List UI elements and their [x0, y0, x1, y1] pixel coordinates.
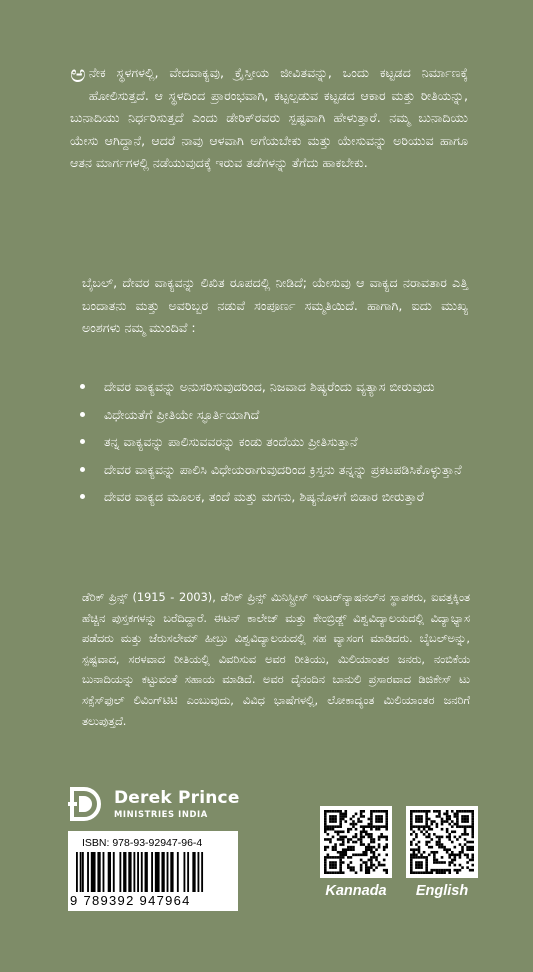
list-item: ದೇವರ ವಾಕ್ಯವನ್ನು ಪಾಲಿಸಿ ವಿಧೇಯರಾಗುವುದರಿಂದ ಕ್ರಿಸ್ತನು ತನ್ನನ್ನು ಪ್ರಕಟಪಡಿಸಿಕೊಳ್ಳುತ್ತಾನೆ [70, 459, 470, 481]
qr-label-kannada: Kannada [325, 883, 387, 899]
list-item: ತನ್ನ ವಾಕ್ಯವನ್ನು ಪಾಲಿಸುವವರನ್ನು ಕಂಡು ತಂದೆಯು ಪ್ರೀತಿಸುತ್ತಾನೆ [70, 431, 470, 453]
key-points-list [70, 376, 470, 514]
intro-paragraph [70, 62, 468, 175]
qr-english-icon [410, 810, 474, 874]
intro-text: ನೇಕ ಸ್ಥಳಗಳಲ್ಲಿ, ವೇದವಾಕ್ಯವು, ಕ್ರೈಸ್ತೀಯ ಜೀವಿತವನ್ನು, ಒಂದು ಕಟ್ಟಡದ ನಿರ್ಮಾಣಕ್ಕೆ ಹೋಲಿಸುತ್ತದೆ. ಆ ಸ್ಥಳದಿಂದ ಪ್ರಾರಂಭವಾಗಿ, ಕಟ್ಟಲ್ಪಡುವ ಕಟ್ಟಡದ ಆಕಾರ ಮತ್ತು ರೀತಿಯನ್ನು, ಬುನಾದಿಯು ನಿರ್ಧರಿಸುತ್ತದೆ ಎಂದು ಡೇರಿಕ್‌ರವರು ಸ್ಪಷ್ಟವಾಗಿ ಹೇಳುತ್ತಾರೆ. ನಮ್ಮ ಬುನಾದಿಯು ಯೇಸು ಆಗಿದ್ದಾನೆ, ಆದರೆ ನಾವು ಆಳವಾಗಿ ಅಗೆಯಬೇಕು ಮತ್ತು ಯೇಸುವನ್ನು ಅರಿಯುವ ಹಾಗೂ ಆತನ ಮಾರ್ಗಗಳಲ್ಲಿ ನಡೆಯುವುದಕ್ಕೆ ಇರುವ ತಡೆಗಳನ್ನು ತೆಗೆದು ಹಾಕಬೇಕು. [70, 65, 468, 171]
isbn-barcode [68, 831, 238, 911]
logo-subtitle: MINISTRIES INDIA [114, 808, 208, 819]
dropcap-letter: ಅ [70, 60, 86, 88]
author-bio: ಡೆರಿಕ್ ಪ್ರಿನ್ಸ್ (1915 - 2003), ಡೆರಿಕ್ ಪ್ರಿನ್ಸ್ ಮಿನಿಸ್ಟ್ರೀಸ್ ಇಂಟರ್‌ನ್ಯಾಷನಲ್‌ನ ಸ್ಥಾಪಕರು, ಐವತ್ತಕ್ಕಿಂತ ಹೆಚ್ಚಿನ ಪುಸ್ತಕಗಳನ್ನು ಬರೆದಿದ್ದಾರೆ. ಈಟನ್ ಕಾಲೇಜ್ ಮತ್ತು ಕೇಂಬ್ರಿಡ್ಜ್ ವಿಶ್ವವಿದ್ಯಾಲಯದಲ್ಲಿ ವಿದ್ಯಾಭ್ಯಾಸ ಪಡೆದರು ಮತ್ತು ಜೆರುಸಲೇಮ್ ಹೀಬ್ರು ವಿಶ್ವವಿದ್ಯಾಲಯದಲ್ಲಿ ಸಹ ವ್ಯಾಸಂಗ ಮಾಡಿದರು. ಬೈಬಲ್‌ಅನ್ನು, ಸ್ಪಷ್ಟವಾದ, ಸರಳವಾದ ರೀತಿಯಲ್ಲಿ ವಿವರಿಸುವ ಅವರ ರೀತಿಯು, ಮಿಲಿಯಾಂತರ ಜನರು, ನಂಬಿಕೆಯ ಬುನಾದಿಯನ್ನು ಕಟ್ಟುವಂತೆ ಸಹಾಯ ಮಾಡಿದೆ. ಅವರ ದೈನಂದಿನ ಬಾನುಲಿ ಪ್ರಸಾರವಾದ ಡಿಜಿಕೇಸ್ ಟು ಸಕ್ಸೆಸ್‌ಫುಲ್ ಲಿವಿಂಗ್‌ಟಿಟಿ ಎಂಬುವುದು, ವಿವಿಧ ಭಾಷೆಗಳಲ್ಲಿ, ಲೋಕಾದ್ಯಂತ ಮಿಲಿಯಾಂತರ ಜನರಿಗೆ ತಲುಪುತ್ತದೆ. [82, 591, 470, 728]
isbn-number: ISBN: 978-93-92947-96-4 [82, 837, 203, 849]
list-item: ವಿಧೇಯತೆಗೆ ಪ್ರೀತಿಯೇ ಸ್ಫೂರ್ತಿಯಾಗಿದೆ [70, 404, 470, 426]
logo-name: Derek Prince [114, 787, 240, 808]
dpm-logo-icon [68, 785, 104, 823]
bible-paragraph: ಬೈಬಲ್, ದೇವರ ವಾಕ್ಯವನ್ನು ಲಿಖಿತ ರೂಪದಲ್ಲಿ ನೀಡಿದೆ; ಯೇಸುವು ಆ ವಾಕ್ಯದ ನರಾವತಾರ ಎತ್ತಿ ಬಂದಾತನು ಮತ್ತು ಅವರಿಬ್ಬರ ನಡುವೆ ಸಂಪೂರ್ಣ ಸಮ್ಮತಿಯಿದೆ. ಹಾಗಾಗಿ, ಐದು ಮುಖ್ಯ ಅಂಶಗಳು ನಮ್ಮ ಮುಂದಿವೆ : [82, 275, 468, 336]
qr-label-english: English [415, 883, 469, 899]
list-item: ದೇವರ ವಾಕ್ಯವನ್ನು ಅನುಸರಿಸುವುದರಿಂದ, ನಿಜವಾದ ಶಿಷ್ಯರೆಂದು ವ್ಯತ್ಯಾಸ ಬೀರುವುದು [70, 376, 470, 398]
qr-kannada-icon [324, 810, 388, 874]
qr-code-english[interactable] [406, 806, 478, 878]
publisher-logo [68, 785, 240, 823]
barcode-bars [76, 852, 230, 892]
qr-code-kannada[interactable] [320, 806, 392, 878]
barcode-digits: 9 789392 947964 [70, 893, 191, 908]
list-item: ದೇವರ ವಾಕ್ಯದ ಮೂಲಕ, ತಂದೆ ಮತ್ತು ಮಗನು, ಶಿಷ್ಯನೊಳಗೆ ಬಿಡಾರ ಬೀರುತ್ತಾರೆ [70, 486, 470, 508]
